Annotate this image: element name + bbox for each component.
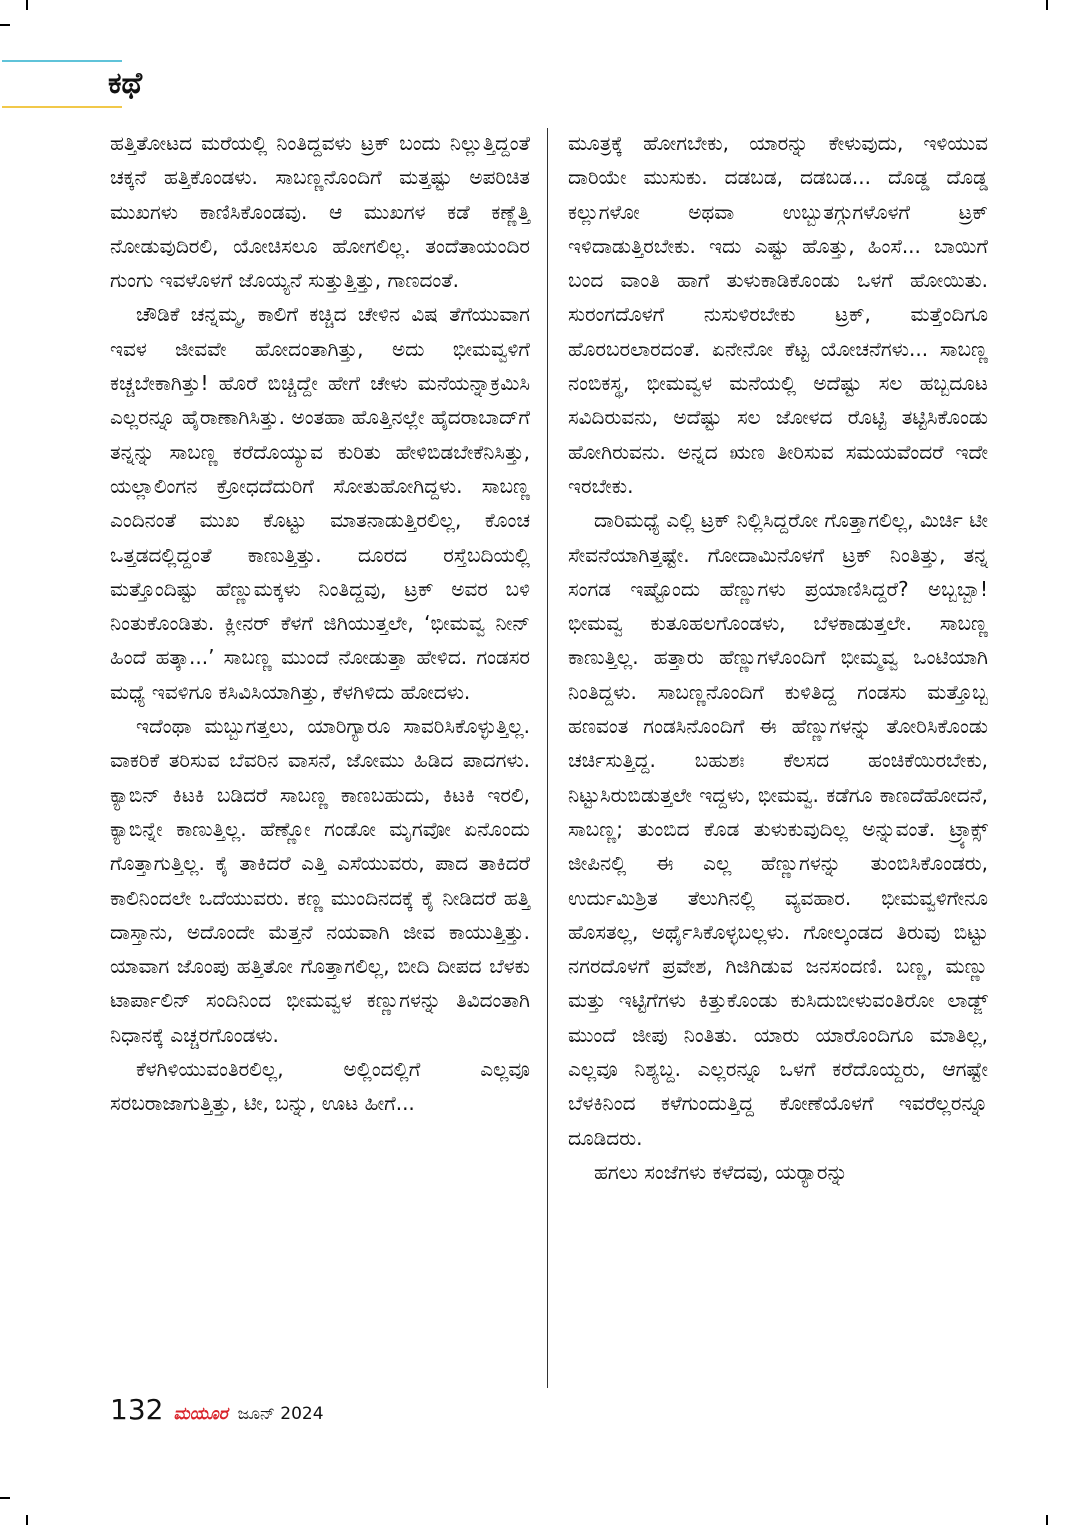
- page-footer: [110, 1394, 324, 1430]
- section-rule-top: [2, 60, 122, 62]
- paragraph: ಇದೆಂಥಾ ಮಬ್ಬುಗತ್ತಲು, ಯಾರಿಗ್ಯಾರೂ ಸಾವರಿಸಿಕೊಳ್ಳುತ್ತಿಲ್ಲ. ವಾಕರಿಕೆ ತರಿಸುವ ಬೆವರಿನ ವಾಸನೆ, ಜೋಮು ಹಿಡಿದ ಪಾದಗಳು. ಕ್ಯಾಬಿನ್ ಕಿಟಕಿ ಬಡಿದರೆ ಸಾಬಣ್ಣ ಕಾಣಬಹುದು, ಕಿಟಕಿ ಇರಲಿ, ಕ್ಯಾಬಿನ್ನೇ ಕಾಣುತ್ತಿಲ್ಲ. ಹೆಣ್ಣೋ ಗಂಡೋ ಮೃಗವೋ ಏನೊಂದು ಗೊತ್ತಾಗುತ್ತಿಲ್ಲ. ಕೈ ತಾಕಿದರೆ ಎತ್ತಿ ಎಸೆಯುವರು, ಪಾದ ತಾಕಿದರೆ ಕಾಲಿನಿಂದಲೇ ಒದೆಯುವರು. ಕಣ್ಣ ಮುಂದಿನದಕ್ಕೆ ಕೈ ನೀಡಿದರೆ ಹತ್ತಿ ದಾಸ್ತಾನು, ಅದೊಂದೇ ಮೆತ್ತನೆ ನಯವಾಗಿ ಜೀವ ಕಾಯುತ್ತಿತ್ತು. ಯಾವಾಗ ಜೊಂಪು ಹತ್ತಿತೋ ಗೊತ್ತಾಗಲಿಲ್ಲ, ಬೀದಿ ದೀಪದ ಬೆಳಕು ಟಾರ್ಪಾಲಿನ್ ಸಂದಿನಿಂದ ಭೀಮವ್ವಳ ಕಣ್ಣುಗಳನ್ನು ತಿವಿದಂತಾಗಿ ನಿಧಾನಕ್ಕೆ ಎಚ್ಚರಗೊಂಡಳು.: [110, 714, 530, 1047]
- crop-mark: [26, 1515, 28, 1525]
- crop-mark: [1046, 1515, 1048, 1525]
- page-number: 132: [110, 1393, 164, 1426]
- crop-mark: [1046, 0, 1048, 10]
- issue-date: ಜೂನ್ 2024: [237, 1404, 324, 1424]
- paragraph: ಹತ್ತಿತೋಟದ ಮರೆಯಲ್ಲಿ ನಿಂತಿದ್ದವಳು ಟ್ರಕ್ ಬಂದು ನಿಲ್ಲುತ್ತಿದ್ದಂತೆ ಚಕ್ಕನೆ ಹತ್ತಿಕೊಂಡಳು. ಸಾಬಣ್ಣನೊಂದಿಗೆ ಮತ್ತಷ್ಟು ಅಪರಿಚಿತ ಮುಖಗಳು ಕಾಣಿಸಿಕೊಂಡವು. ಆ ಮುಖಗಳ ಕಡೆ ಕಣ್ಣೆತ್ತಿ ನೋಡುವುದಿರಲಿ, ಯೋಚಿಸಲೂ ಹೋಗಲಿಲ್ಲ. ತಂದೆತಾಯಂದಿರ ಗುಂಗು ಇವಳೊಳಗೆ ಜೊಯ್ಯನೆ ಸುತ್ತುತ್ತಿತ್ತು, ಗಾಣದಂತೆ.: [110, 131, 530, 293]
- column-divider: [547, 128, 548, 1388]
- paragraph: ಹಗಲು ಸಂಜೆಗಳು ಕಳೆದವು, ಯರ‍್ಯಾರನ್ನು: [594, 1159, 848, 1184]
- crop-mark: [0, 24, 10, 26]
- article-column-left: [110, 126, 530, 1121]
- section-title: ಕಥೆ: [108, 66, 143, 101]
- magazine-logo: ಮಯೂರ: [173, 1404, 228, 1424]
- paragraph: ಕೆಳಗಿಳಿಯುವಂತಿರಲಿಲ್ಲ, ಅಲ್ಲಿಂದಲ್ಲಿಗೆ ಎಲ್ಲವೂ ಸರಬರಾಜಾಗುತ್ತಿತ್ತು, ಟೀ, ಬನ್ನು, ಊಟ ಹೀಗೆ...: [110, 1057, 530, 1116]
- section-rule-bottom: [2, 106, 122, 108]
- paragraph: ಚೌಡಿಕೆ ಚನ್ನಮ್ಮ, ಕಾಲಿಗೆ ಕಚ್ಚಿದ ಚೇಳಿನ ವಿಷ ತೆಗೆಯುವಾಗ ಇವಳ ಜೀವವೇ ಹೋದಂತಾಗಿತ್ತು, ಅದು ಭೀಮವ್ವಳಿಗೆ ಕಚ್ಚಬೇಕಾಗಿತ್ತು! ಹೊರೆ ಬಿಚ್ಚಿದ್ದೇ ಹೇಗೆ ಚೇಳು ಮನೆಯನ್ನಾಕ್ರಮಿಸಿ ಎಲ್ಲರನ್ನೂ ಹೈರಾಣಾಗಿಸಿತ್ತು. ಅಂತಹಾ ಹೊತ್ತಿನಲ್ಲೇ ಹೈದರಾಬಾದ್‌ಗೆ ತನ್ನನ್ನು ಸಾಬಣ್ಣ ಕರೆದೊಯ್ಯುವ ಕುರಿತು ಹೇಳಿಬಿಡಬೇಕೆನಿಸಿತ್ತು, ಯಲ್ಲಾಲಿಂಗನ ಕ್ರೋಧದೆದುರಿಗೆ ಸೋತುಹೋಗಿದ್ದಳು. ಸಾಬಣ್ಣ ಎಂದಿನಂತೆ ಮುಖ ಕೊಟ್ಟು ಮಾತನಾಡುತ್ತಿರಲಿಲ್ಲ, ಕೊಂಚ ಒತ್ತಡದಲ್ಲಿದ್ದಂತೆ ಕಾಣುತ್ತಿತ್ತು. ದೂರದ ರಸ್ತೆಬದಿಯಲ್ಲಿ ಮತ್ತೊಂದಿಷ್ಟು ಹೆಣ್ಣುಮಕ್ಕಳು ನಿಂತಿದ್ದವು, ಟ್ರಕ್ ಅವರ ಬಳಿ ನಿಂತುಕೊಂಡಿತು. ಕ್ಲೀನರ್ ಕೆಳಗೆ ಜಿಗಿಯುತ್ತಲೇ, ‘ಭೀಮವ್ವ ನೀನ್ ಹಿಂದೆ ಹತ್ಕಾ...’ ಸಾಬಣ್ಣ ಮುಂದೆ ನೋಡುತ್ತಾ ಹೇಳಿದ. ಗಂಡಸರ ಮಧ್ಯೆ ಇವಳಿಗೂ ಕಸಿವಿಸಿಯಾಗಿತ್ತು, ಕೆಳಗಿಳಿದು ಹೋದಳು.: [110, 302, 530, 704]
- paragraph: ದಾರಿಮಧ್ಯೆ ಎಲ್ಲಿ ಟ್ರಕ್ ನಿಲ್ಲಿಸಿದ್ದರೋ ಗೊತ್ತಾಗಲಿಲ್ಲ, ಮಿರ್ಚಿ ಟೀ ಸೇವನೆಯಾಗಿತ್ತಷ್ಟೇ. ಗೋದಾಮಿನೊಳಗೆ ಟ್ರಕ್ ನಿಂತಿತ್ತು, ತನ್ನ ಸಂಗಡ ಇಷ್ಟೊಂದು ಹೆಣ್ಣುಗಳು ಪ್ರಯಾಣಿಸಿದ್ದರೆ? ಅಬ್ಬಬ್ಬಾ! ಭೀಮವ್ವ ಕುತೂಹಲಗೊಂಡಳು, ಬೆಳಕಾಡುತ್ತಲೇ. ಸಾಬಣ್ಣ ಕಾಣುತ್ತಿಲ್ಲ. ಹತ್ತಾರು ಹೆಣ್ಣುಗಳೊಂದಿಗೆ ಭೀಮ್ಮವ್ವ ಒಂಟಿಯಾಗಿ ನಿಂತಿದ್ದಳು. ಸಾಬಣ್ಣನೊಂದಿಗೆ ಕುಳಿತಿದ್ದ ಗಂಡಸು ಮತ್ತೊಬ್ಬ ಹಣವಂತ ಗಂಡಸಿನೊಂದಿಗೆ ಈ ಹೆಣ್ಣುಗಳನ್ನು ತೋರಿಸಿಕೊಂಡು ಚರ್ಚಿಸುತ್ತಿದ್ದ. ಬಹುಶಃ ಕೆಲಸದ ಹಂಚಿಕೆಯಿರಬೇಕು, ನಿಟ್ಟುಸಿರುಬಿಡುತ್ತಲೇ ಇದ್ದಳು, ಭೀಮವ್ವ. ಕಡೆಗೂ ಕಾಣದೆಹೋದನೆ, ಸಾಬಣ್ಣ; ತುಂಬಿದ ಕೊಡ ತುಳುಕುವುದಿಲ್ಲ ಅನ್ನುವಂತೆ. ಟ್ರ್ಯಾಕ್ಸ್ ಜೀಪಿನಲ್ಲಿ ಈ ಎಲ್ಲ ಹೆಣ್ಣುಗಳನ್ನು ತುಂಬಿಸಿಕೊಂಡರು, ಉರ್ದುಮಿಶ್ರಿತ ತೆಲುಗಿನಲ್ಲಿ ವ್ಯವಹಾರ. ಭೀಮವ್ವಳಿಗೇನೂ ಹೊಸತಲ್ಲ, ಅರ್ಥೈಸಿಕೊಳ್ಳಬಲ್ಲಳು. ಗೋಲ್ಕಂಡದ ತಿರುವು ಬಿಟ್ಟು ನಗರದೊಳಗೆ ಪ್ರವೇಶ, ಗಿಜಿಗಿಡುವ ಜನಸಂದಣಿ. ಬಣ್ಣ, ಮಣ್ಣು ಮತ್ತು ಇಟ್ಟಿಗೆಗಳು ಕಿತ್ತುಕೊಂಡು ಕುಸಿದುಬೀಳುವಂತಿರೋ ಲಾಡ್ಜ್ ಮುಂದೆ ಜೀಪು ನಿಂತಿತು. ಯಾರು ಯಾರೊಂದಿಗೂ ಮಾತಿಲ್ಲ, ಎಲ್ಲವೂ ನಿಶ್ಯಬ್ದ. ಎಲ್ಲರನ್ನೂ ಒಳಗೆ ಕರೆದೊಯ್ದರು, ಆಗಷ್ಟೇ ಬೆಳಕಿನಿಂದ ಕಳೆಗುಂದುತ್ತಿದ್ದ ಕೋಣೆಯೊಳಗೆ ಇವರೆಲ್ಲರನ್ನೂ ದೂಡಿದರು.: [568, 508, 988, 1150]
- article-column-right: [568, 126, 988, 1189]
- paragraph: ಮೂತ್ರಕ್ಕೆ ಹೋಗಬೇಕು, ಯಾರನ್ನು ಕೇಳುವುದು, ಇಳಿಯುವ ದಾರಿಯೇ ಮುಸುಕು. ದಡಬಡ, ದಡಬಡ... ದೊಡ್ಡ ದೊಡ್ಡ ಕಲ್ಲುಗಳೋ ಅಥವಾ ಉಬ್ಬುತಗ್ಗುಗಳೊಳಗೆ ಟ್ರಕ್ ಇಳಿದಾಡುತ್ತಿರಬೇಕು. ಇದು ಎಷ್ಟು ಹೊತ್ತು, ಹಿಂಸೆ... ಬಾಯಿಗೆ ಬಂದ ವಾಂತಿ ಹಾಗೆ ತುಳುಕಾಡಿಕೊಂಡು ಒಳಗೆ ಹೋಯಿತು. ಸುರಂಗದೊಳಗೆ ನುಸುಳಿರಬೇಕು ಟ್ರಕ್, ಮತ್ತೆಂದಿಗೂ ಹೊರಬರಲಾರದಂತೆ. ಏನೇನೋ ಕೆಟ್ಟ ಯೋಚನೆಗಳು... ಸಾಬಣ್ಣ ನಂಬಿಕಸ್ಥ, ಭೀಮವ್ವಳ ಮನೆಯಲ್ಲಿ ಅದೆಷ್ಟು ಸಲ ಹಬ್ಬದೂಟ ಸವಿದಿರುವನು, ಅದೆಷ್ಟು ಸಲ ಜೋಳದ ರೊಟ್ಟಿ ತಟ್ಟಿಸಿಕೊಂಡು ಹೋಗಿರುವನು. ಅನ್ನದ ಋಣ ತೀರಿಸುವ ಸಮಯವೆಂದರೆ ಇದೇ ಇರಬೇಕು.: [568, 131, 988, 498]
- crop-mark: [26, 0, 28, 10]
- crop-mark: [0, 1497, 10, 1499]
